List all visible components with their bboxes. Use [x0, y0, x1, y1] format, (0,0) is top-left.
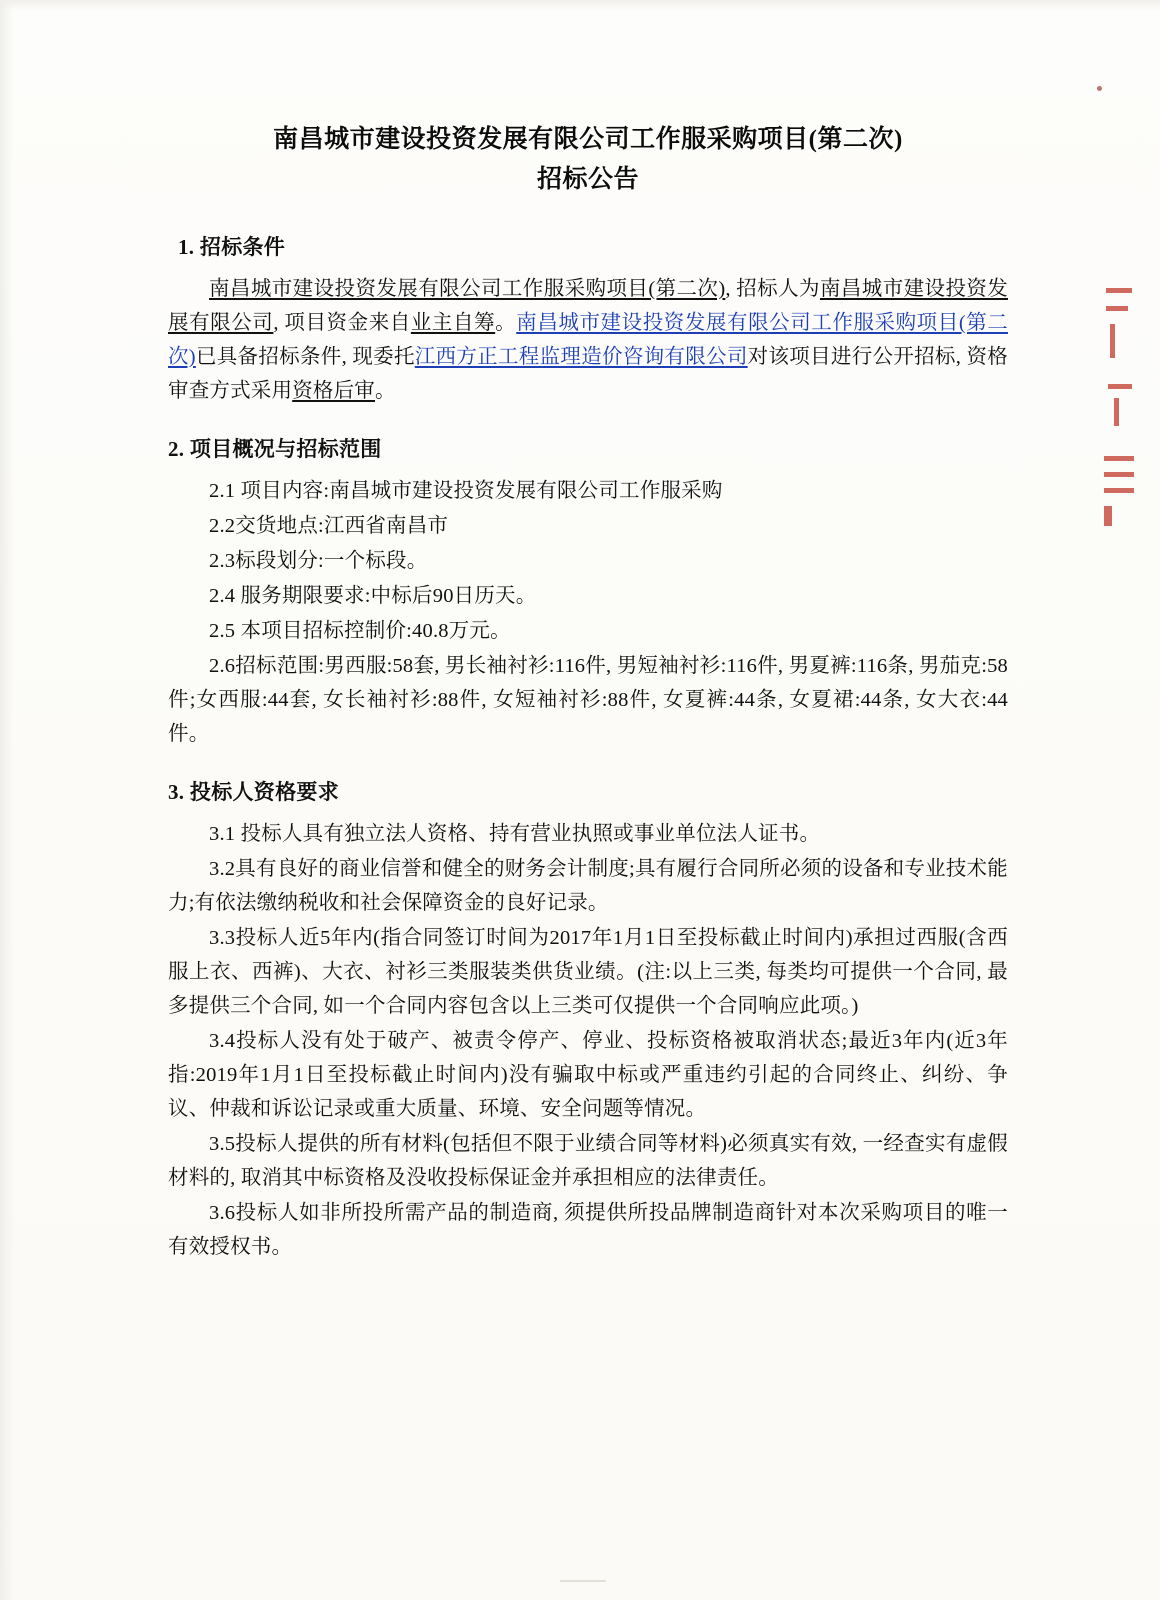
- run-qualification-method: 资格后审: [292, 380, 376, 402]
- run-text-2: , 项目资金来自: [273, 312, 411, 334]
- list-item: 3.5投标人提供的所有材料(包括但不限于业绩合同等材料)必须真实有效, 一经查实有虚假材料的, 取消其中标资格及没收投标保证金并承担相应的法律责任。: [168, 1133, 1008, 1189]
- run-project-name: 南昌城市建设投资发展有限公司工作服采购项目(第二次): [209, 278, 726, 300]
- run-text-1: , 招标人为: [725, 278, 820, 300]
- section-heading-2: 2. 项目概况与招标范围: [168, 437, 382, 461]
- scan-edge-left: [0, 0, 14, 1600]
- document-body: [168, 120, 1008, 1265]
- run-funding-source: 业主自筹: [410, 312, 496, 334]
- section-1-paragraph: [168, 272, 1008, 408]
- section-3-items: [168, 817, 1008, 1264]
- red-seal-fragment: [1100, 280, 1142, 530]
- footer-mark: [560, 1580, 606, 1582]
- list-item: 3.1 投标人具有独立法人资格、持有营业执照或事业单位法人证书。: [209, 823, 821, 845]
- run-text-4: 已具备招标条件, 现委托: [195, 346, 415, 368]
- section-2-items: [168, 474, 1008, 751]
- run-agent-company: 江西方正工程监理造价咨询有限公司: [414, 346, 748, 368]
- list-item: 3.6投标人如非所投所需产品的制造商, 须提供所投品牌制造商针对本次采购项目的唯一有效授权书。: [168, 1202, 1008, 1258]
- document-title: [168, 120, 1008, 200]
- run-tenderer: 南昌城市建设投资发展有限公司: [168, 278, 1009, 334]
- list-item: 2.1 项目内容:南昌城市建设投资发展有限公司工作服采购: [209, 480, 723, 502]
- list-item: 2.5 本项目招标控制价:40.8万元。: [209, 620, 511, 642]
- run-text-3: 。: [495, 312, 517, 334]
- list-item: 2.4 服务期限要求:中标后90日历天。: [209, 585, 537, 607]
- list-item: 2.6招标范围:男西服:58套, 男长袖衬衫:116件, 男短袖衬衫:116件, 男夏裤:116条, 男茄克:58件;女西服:44套, 女长袖衬衫:88件, 女短袖衬衫:88件, 女夏裤:44条, 女夏裙:44条, 女大衣:44件。: [168, 655, 1008, 745]
- scan-edge-top: [0, 0, 1160, 10]
- section-heading-1: 1. 招标条件: [178, 235, 286, 259]
- run-text-5: 对该项目进行公开招标, 资格审查方式采用: [168, 346, 1008, 402]
- list-item: 2.3标段划分:一个标段。: [209, 550, 428, 572]
- list-item: 3.3投标人近5年内(指合同签订时间为2017年1月1日至投标截止时间内)承担过西服(含西服上衣、西裤)、大衣、衬衫三类服装类供货业绩。(注:以上三类, 每类均可提供一个合同, 最多提供三个合同, 如一个合同内容包含以上三类可仅提供一个合同响应此项。): [168, 927, 1008, 1017]
- section-heading-3: 3. 投标人资格要求: [168, 780, 339, 804]
- red-ink-dot: [1097, 86, 1102, 91]
- run-text-6: 。: [375, 380, 396, 402]
- document-title-line2: 招标公告: [536, 166, 639, 193]
- run-project-name-blue: 南昌城市建设投资发展有限公司工作服采购项目(第二次): [168, 312, 1008, 368]
- list-item: 3.2具有良好的商业信誉和健全的财务会计制度;具有履行合同所必须的设备和专业技术能力;有依法缴纳税收和社会保障资金的良好记录。: [168, 858, 1008, 914]
- document-title-line1: 南昌城市建设投资发展有限公司工作服采购项目(第二次): [273, 126, 903, 153]
- list-item: 3.4投标人没有处于破产、被责令停产、停业、投标资格被取消状态;最近3年内(近3年指:2019年1月1日至投标截止时间内)没有骗取中标或严重违约引起的合同终止、纠纷、争议、仲裁和诉讼记录或重大质量、环境、安全问题等情况。: [168, 1030, 1008, 1120]
- list-item: 2.2交货地点:江西省南昌市: [209, 515, 449, 537]
